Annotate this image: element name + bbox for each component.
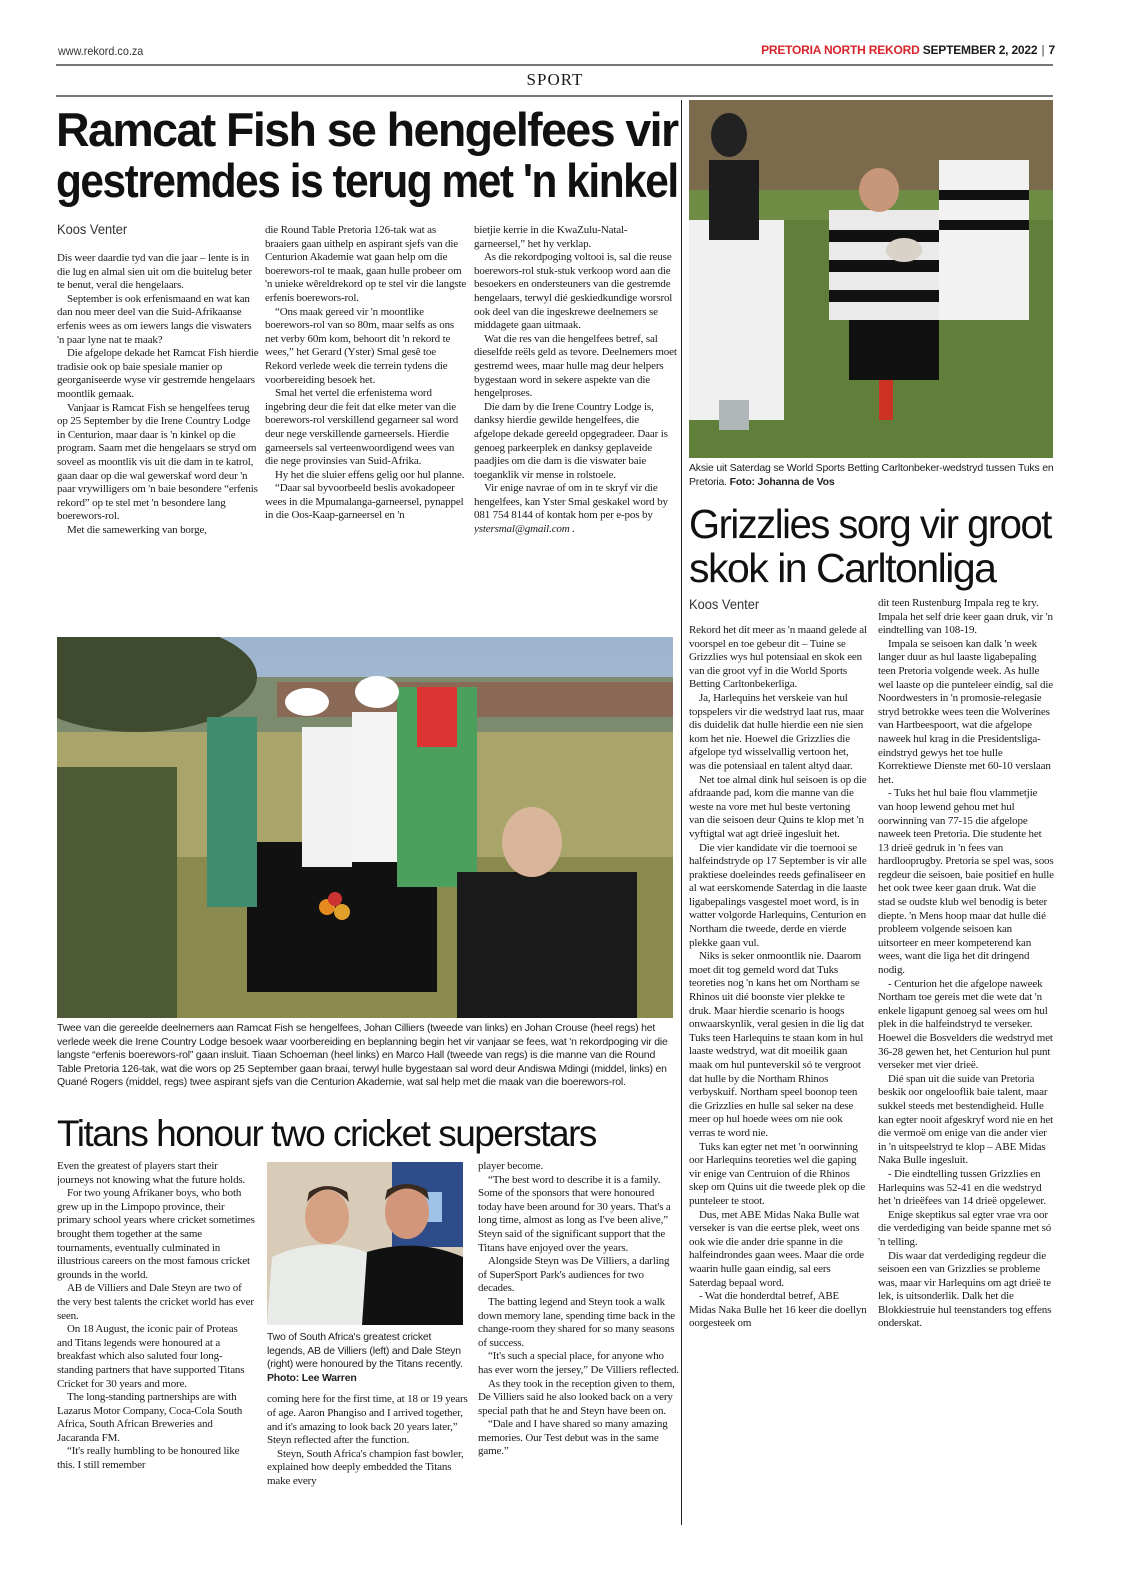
paragraph: Enige skeptikus sal egter vrae vra oor die verdediging van beide spanne met só 'n telling.: [878, 1208, 1052, 1248]
paragraph: Smal het vertel die erfenistema word ingebring deur die feit dat elke meter van die boerewors-rol verskillend gegarneer sal word deur nege verskillende garneersels. Hierdie garneersels sal verteenwoordigend wees van die nege provinsies van Suid-Afrika.: [265, 387, 459, 468]
site-url[interactable]: www.rekord.co.za: [58, 44, 144, 58]
headline-line: skok in Carltonliga: [689, 545, 996, 591]
paragraph: Die afgelope dekade het Ramcat Fish hierdie tradisie ook op baie spesiale manier op georganiseerde wyse vir gestremde hengelaars moontlik gemaak.: [57, 347, 259, 400]
headline-line: gestremdes is terug met 'n kinkel: [56, 154, 678, 207]
paragraph: Alongside Steyn was De Villiers, a darling of SuperSport Park's audiences for two decades.: [478, 1255, 670, 1295]
grizzlies-byline: Koos Venter: [689, 596, 760, 612]
grizzlies-column-2: [878, 597, 1054, 1526]
paragraph: Rekord het dit meer as 'n maand gelede al voorspel en toe gebeur dit – Tuine se Grizzlies wys hul potensiaal en skok een van die groot vyf in die World Sports Betting Carltonbekerliga.: [689, 624, 867, 691]
paragraph: Dus, met ABE Midas Naka Bulle wat verseker is van die eertse plek, weet ons ook wie die ander drie spanne in die halfeindrondes gaan wees. Maar die orde waarin hulle gaan eindig, sal eers Saterdag bepaal word.: [689, 1208, 864, 1289]
paragraph: “Ons maak gereed vir 'n moontlike boerewors-rol van so 80m, maar selfs as ons net verby 60m kom, behoort dit 'n rekord te wees,” het Gerard (Yster) Smal gesê toe Rekord verlede week die terrein tydens die voorbereiding besoek het.: [265, 305, 455, 386]
paragraph: “It's such a special place, for anyone who has ever worn the jersey,” De Villiers reflected.: [478, 1350, 679, 1376]
paragraph: “The best word to describe it is a family. Some of the sponsors that were honoured today have been around for 30 years. That's a long time, almost as long as I've been alive,” Steyn said of the significant support that the Titans have enjoyed over the years.: [478, 1173, 671, 1254]
paragraph: Tuks kan egter net met 'n oorwinning oor Harlequins teoreties wel die gaping vir enige van Centruion of die Rhinos skep om Quins uit die tweede plek op die punteleer te stoot.: [689, 1140, 866, 1207]
paragraph: “Daar sal byvoorbeeld beslis avokadopeer wees in die Mpumalanga-garneersel, pynappel in die Oos-Kaap-garneersel en 'n: [265, 482, 464, 522]
rugby-photo-caption: [689, 462, 1055, 489]
fishing-photo-caption: Twee van die gereelde deelnemers aan Ramcat Fish se hengelfees, Johan Cilliers (tweede van links) en Johan Crouse (heel regs) het verlede week die Irene Country Lodge besoek waar voorbereiding en beplanning begin het vir vanjaar se fees, wat 'n rekordpoging vir die langste “erfenis boerewors-rol” gaan insluit. Tiaan Schoeman (heel links) en Marco Hall (tweede van regs) is die manne van die Round Table Pretoria 126-tak, wat die wors op 25 September gaan braai, terwyl hulle bygestaan sal word deur Andiswa Mdingi (middel, links) en Quané Rogers (middel, regs) twee aspirant sjefs van die Centurion Akademie, wat sal help met die maak van die boerewors-rol.: [57, 1022, 668, 1089]
paragraph: Niks is seker onmoontlik nie. Daarom moet dit tog gemeld word dat Tuks teoreties nog 'n kans het om Northam se Rhinos uit dié boonste vier plekke te druk. Maar hierdie scenario is hoogs onwaarskynlik, veral gesien in die lig dat Tuks teen Harlequins te staan kom in hul laaste wedstryd, wat dit moeilik gaan maak om hul punteverskil só te vergroot dat hulle by die Northam Rhinos verbyskuif. Northam speel boonop teen die Grizzlies en hulle sal seker na dese meer op hul hoede wees om nie ook verras te word nie.: [689, 950, 864, 1139]
masthead: [761, 43, 1055, 57]
paragraph: - Die eindtelling tussen Grizzlies en Harlequins was 52-41 en die wedstryd het 'n drieëfees van 14 drieë opgelewer.: [878, 1167, 1046, 1208]
paragraph: Steyn, South Africa's champion fast bowler, explained how deeply embedded the Titans make every: [267, 1447, 464, 1487]
publication-name: PRETORIA NORTH REKORD: [761, 43, 920, 57]
paragraph: On 18 August, the iconic pair of Proteas and Titans legends were honoured at a breakfast which also saluted four long-standing partners that have supported Titans Cricket for 30 years and more.: [57, 1323, 245, 1390]
paragraph: AB de Villiers and Dale Steyn are two of the very best talents the cricket world has ever seen.: [57, 1282, 254, 1322]
titans-headline: [57, 1114, 675, 1154]
masthead-separator: |: [1041, 43, 1045, 57]
paragraph: bietjie kerrie in die KwaZulu-Natal-garneersel,” het hy verklap.: [474, 224, 628, 250]
paragraph: Vir enige navrae of om in te skryf vir die hengelfees, kan Yster Smal geskakel word by 081 754 8144 of kontak hom per e-pos by ystersmal@gmail.com .: [474, 482, 668, 536]
paragraph: Dié span uit die suide van Pretoria beskik oor ongelooflik baie talent, maar sukkel steeds met bestendigheid. Hulle kan egter nooit afgeskryf word nie en het die vermoë om enige van die ander vier in 'n uitspeelstryd te klop – ABE Midas Naka Bulle ingesluit.: [878, 1072, 1053, 1167]
photo-credit: Foto: Johanna de Vos: [729, 475, 835, 488]
titans-column-3: [478, 1160, 680, 1526]
paragraph: “It's really humbling to be honoured like this. I still remember: [57, 1445, 240, 1472]
headline-line: Grizzlies sorg vir groot: [689, 501, 1051, 547]
paragraph: As die rekordpoging voltooi is, sal die reuse boerewors-rol stuk-stuk verkoop word aan die besoekers en ondersteuners van die gestremde hengelaars, terwyl dié geskiedkundige worsrol ook deel van die ingeskrewe deelnemers se middagete gaan uitmaak.: [474, 251, 673, 332]
titans-column-2: [267, 1393, 471, 1526]
paragraph: dit teen Rustenburg Impala reg te kry. Impala het self drie keer gaan druk, vir 'n eindtelling van 108-19.: [878, 597, 1053, 637]
headline-line: Titans honour two cricket superstars: [57, 1113, 596, 1154]
cricket-photo-caption: [267, 1331, 471, 1385]
paragraph: Die vier kandidate vir die toernooi se halfeindstryde op 17 September is vir alle praktiese doeleindes reeds gefinaliseer en al wat eerskomende Saterdag in die laaste ligabepalings vasgestel moet word, is in watter volgorde Harlequins, Centurion en Northam die tweede, derde en vierde plekke gaan vul.: [689, 841, 867, 949]
ramcat-column-1: [57, 252, 259, 628]
rugby-match-photo: [689, 100, 1053, 458]
section-title: SPORT: [526, 70, 584, 89]
paragraph: Impala se seisoen kan dalk 'n week langer duur as hul laaste ligabepaling teen Pretoria volgende week. As hulle wel laaste op die punteleer eindig, sal die Noordwesters in 'n promosie-relegasie stryd betrokke wees teen die Wolverines van Hartbeespoort, wat die afgelope naweek hul krag in die Presidentsliga-eindstryd gewys het toe hulle Korrektiewe Dienste met 60-10 verslaan het.: [878, 637, 1053, 786]
column-divider: [681, 100, 682, 1525]
paragraph: Net toe almal dink hul seisoen is op die afdraande pad, kom die manne van die weste na vore met hul beste vertoning van die seisoen deur Quins te klop met 'n vyftigtal wat agt drieë ingesluit het.: [689, 773, 867, 840]
header-rule: [56, 64, 1053, 66]
paragraph: Ja, Harlequins het verskeie van hul topspelers vir die wedstryd laat rus, maar dis duidelik dat hulle hierdie een nie sien kom het nie. Hoewel die Grizzlies die afgelope tyd wisselvallig vertoon het, was die potensiaal en talent altyd daar.: [689, 691, 864, 772]
paragraph: - Tuks het hul baie flou vlammetjie van hoop lewend gehou met hul oorwinning van 77-15 die afgelope naweek teen Pretoria. Die studente het 13 drieë gedruk in 'n fees van hardlooprugby. Pretoria se spel was, soos regdeur die seisoen, baie positief en hulle het ook twee keer gaan druk. Wat die stad se oudste klub wel benodig is beter diepte. 'n Mens hoop maar dat hulle dié probleem volgende seisoen kan uitsorteer en meer kompeterend kan wees, want die liga het dit dringend nodig.: [878, 787, 1054, 977]
paragraph: Dis waar dat verdediging regdeur die seisoen een van Grizzlies se probleme was, maar vir Harlequins om agt drieë te lek, is uitsonderlik. Dalk het die Blokkiestruie hul teenstanders tog effens onderskat.: [878, 1249, 1052, 1330]
fishing-festival-photo: [57, 637, 673, 1018]
paragraph: coming here for the first time, at 18 or 19 years of age. Aaron Phangiso and I arrived together, and it's amazing to look back 20 years later,” Steyn reflected after the function.: [267, 1393, 468, 1447]
ramcat-byline: Koos Venter: [57, 221, 128, 237]
ramcat-column-3: [474, 224, 678, 628]
paragraph: Dis weer daardie tyd van die jaar – lente is in die lug en almal sien uit om die buitelug beter te benut, veral die hengelaars.: [57, 252, 252, 292]
cricket-legends-photo: [267, 1162, 463, 1325]
grizzlies-headline: [689, 502, 1051, 590]
paragraph: Met die samewerking van borge,: [67, 523, 207, 536]
paragraph: “Dale and I have shared so many amazing memories. Our Test debut was in the same game.”: [478, 1418, 668, 1458]
grizzlies-column-1: [689, 624, 867, 1526]
paragraph: player become.: [478, 1160, 544, 1172]
ramcat-column-2: [265, 224, 469, 628]
titans-caption-and-column-2: [267, 1331, 471, 1526]
email-link[interactable]: ystersmal@gmail.com .: [474, 523, 575, 536]
paragraph: Even the greatest of players start their journeys not knowing what the future holds.: [57, 1160, 246, 1186]
issue-date: SEPTEMBER 2, 2022: [922, 43, 1038, 57]
paragraph: Hy het die sluier effens gelig oor hul planne.: [275, 468, 465, 481]
paragraph: The long-standing partnerships are with Lazarus Motor Company, Coca-Cola South Africa, South African Breweries and Jacaranda FM.: [57, 1391, 243, 1444]
caption-text: Aksie uit Saterdag se World Sports Betting Carltonbeker-wedstryd tussen Tuks en Pretoria.: [689, 462, 1054, 488]
page-number: 7: [1048, 43, 1055, 57]
paragraph: - Wat die honderdtal betref, ABE Midas Naka Bulle het 16 keer die doellyn oorgesteek om: [689, 1290, 867, 1330]
paragraph: - Centurion het die afgelope naweek Northam toe gereis met die wete dat 'n enkele ligapunt genoeg sal wees om hul plek in die halfeindstryd te verseker. Hoewel die Bosvelders die wedstryd met 36-28 gewen het, het Centurion hul punt verseker met vier drieë.: [878, 977, 1053, 1072]
paragraph: Wat die res van die hengelfees betref, sal dieselfde reëls geld as tevore. Deelnemers moet gestremd wees, maar hulle mag deur helpers bygestaan word in sekere aspekte van die hengelproses.: [474, 332, 677, 400]
paragraph: Die dam by die Irene Country Lodge is, danksy hierdie gewilde hengelfees, die afgelope dekade gereeld opgegradeer. Daar is genoeg parkeerplek en danksy geplaveide paadjies om die dam is die viswater baie toeganklik vir mense in rolstoele.: [474, 400, 668, 481]
section-rule: [56, 95, 1053, 97]
headline-line: Ramcat Fish se hengelfees vir: [56, 103, 678, 156]
paragraph: For two young Afrikaner boys, who both grew up in the Limpopo province, their primary school years where cricket sometimes brought them together at the same tournaments, eventually culminated in illustrious careers on the most famous cricket grounds in the world.: [57, 1187, 255, 1281]
paragraph: As they took in the reception given to them, De Villiers said he also looked back on a very special path that he and Steyn have been on.: [478, 1377, 675, 1417]
paragraph: The batting legend and Steyn took a walk down memory lane, spending time back in the change-room they shared for so many seasons of success.: [478, 1295, 676, 1349]
titans-column-1: [57, 1160, 255, 1526]
paragraph: die Round Table Pretoria 126-tak wat as braaiers gaan uithelp en aspirant sjefs van die Centurion Akademie wat gaan help om die boerewors-rol te maak, gaan hulle probeer om 'n unieke wêreldrekord op te stel vir die langste erfenis boerewors-rol.: [265, 224, 467, 304]
photo-credit: Photo: Lee Warren: [267, 1371, 357, 1384]
paragraph: Vanjaar is Ramcat Fish se hengelfees terug op 25 September by die Irene Country Lodge in Centurion, maar daar is 'n kinkel op die program. Saam met die hengelaars se stryd om soveel as moontlik vis uit die dam in te katrol, gaan daar op die wal gewerskaf word deur 'n paar vrywilligers om 'n baie besondere “erfenis rekord” op te stel met 'n besondere lang boerewors-rol.: [57, 401, 258, 523]
caption-text: Two of South Africa's greatest cricket legends, AB de Villiers (left) and Dale Steyn (right) were honoured by the Titans recently.: [267, 1331, 463, 1371]
paragraph: September is ook erfenismaand en wat kan dan nou meer deel van die Suid-Afrikaanse erfenis wees as om iewers langs die viswaters 'n paar lyne nat te maak?: [57, 292, 252, 346]
ramcat-headline: [56, 104, 678, 206]
